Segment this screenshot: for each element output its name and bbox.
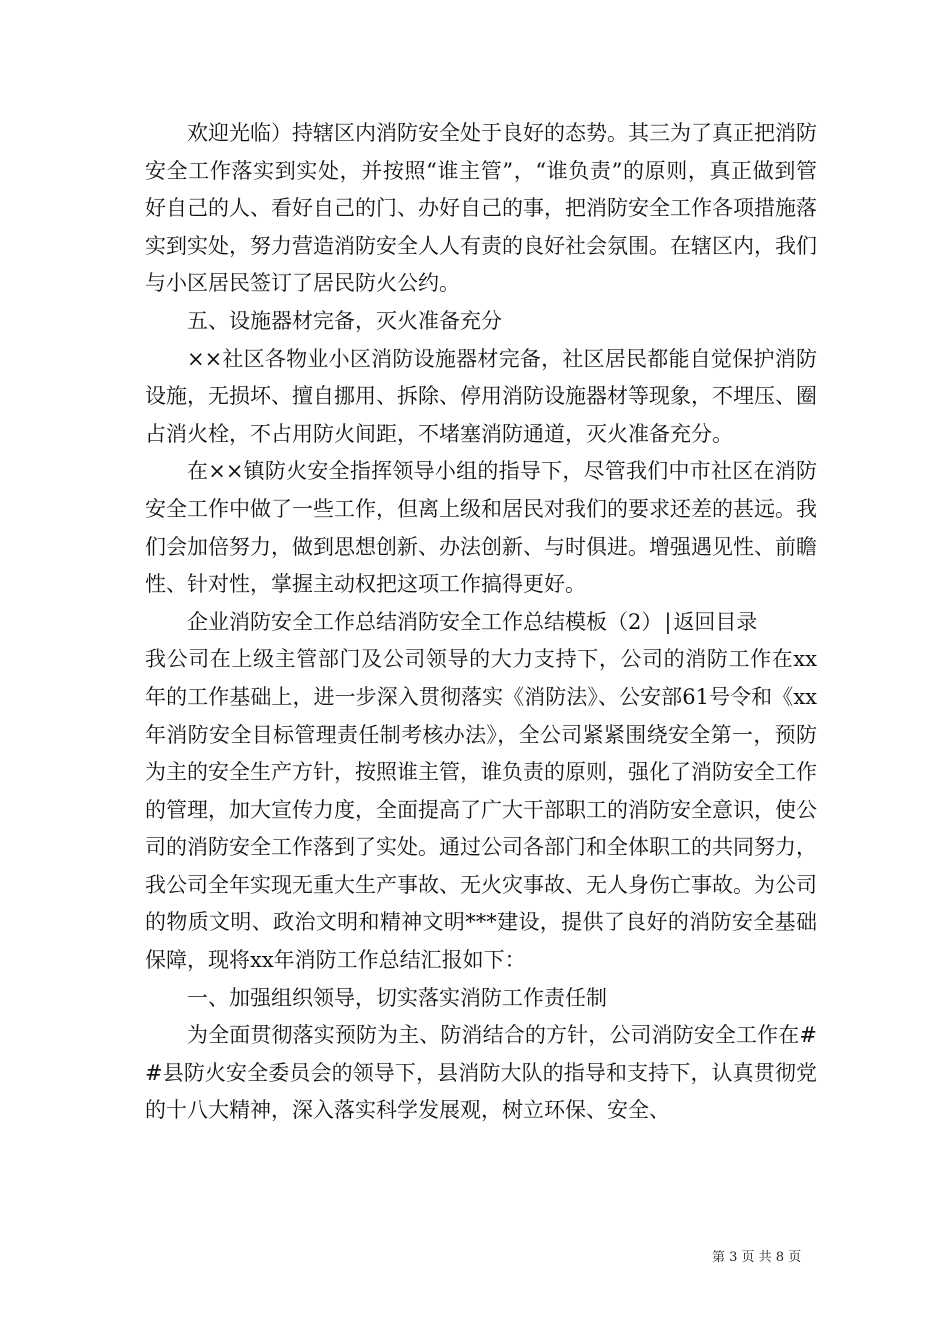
section-heading-1: 一、加强组织领导，切实落实消防工作责任制: [187, 985, 607, 1010]
section-heading-5: 五、设施器材完备，灭火准备充分: [187, 308, 502, 333]
title-separator: |: [664, 609, 672, 634]
document-body: [145, 115, 817, 1130]
paragraph-6: 我公司在上级主管部门及公司领导的大力支持下，公司的消防工作在xx年的工作基础上，进一步深入贯彻落实《消防法》、公安部61号令和《xx年消防安全目标管理责任制考核办法》，全公司紧紧围绕安全第一，预防为主的安全生产方针，按照谁主管，谁负责的原则，强化了消防安全工作的管理，加大宣传力度，全面提高了广大干部职工的消防安全意识，使公司的消防安全工作落到了实处。通过公司各部门和全体职工的共同努力，我公司全年实现无重大生产事故、无火灾事故、无人身伤亡事故。为公司的物质文明、政治文明和精神文明***建设，提供了良好的消防安全基础保障，现将xx年消防工作总结汇报如下：: [145, 647, 817, 973]
article-title: 企业消防安全工作总结消防安全工作总结模板（2）: [187, 609, 663, 634]
paragraph-1: 欢迎光临）持辖区内消防安全处于良好的态势。其三为了真正把消防安全工作落实到实处，并按照“谁主管”，“谁负责”的原则，真正做到管好自己的人、看好自己的门、办好自己的事，把消防安全工作各项措施落实到实处，努力营造消防安全人人有责的良好社会氛围。在辖区内，我们与小区居民签订了居民防火公约。: [145, 121, 817, 296]
back-to-contents-link[interactable]: 返回目录: [673, 609, 758, 634]
paragraph-4: 在××镇防火安全指挥领导小组的指导下，尽管我们中市社区在消防安全工作中做了一些工作，但离上级和居民对我们的要求还差的甚远。我们会加倍努力，做到思想创新、办法创新、与时俱进。增强遇见性、前瞻性、针对性，掌握主动权把这项工作搞得更好。: [145, 459, 817, 597]
paragraph-3: ××社区各物业小区消防设施器材完备，社区居民都能自觉保护消防设施，无损坏、擅自挪用、拆除、停用消防设施器材等现象，不埋压、圈占消火栓，不占用防火间距，不堵塞消防通道，灭火准备充分。: [145, 346, 817, 446]
page-number: 第 3 页 共 8 页: [712, 1250, 802, 1265]
paragraph-8: 为全面贯彻落实预防为主、防消结合的方针，公司消防安全工作在##县防火安全委员会的领导下，县消防大队的指导和支持下，认真贯彻党的十八大精神，深入落实科学发展观，树立环保、安全、: [145, 1023, 817, 1123]
article-title-line: [145, 604, 817, 642]
